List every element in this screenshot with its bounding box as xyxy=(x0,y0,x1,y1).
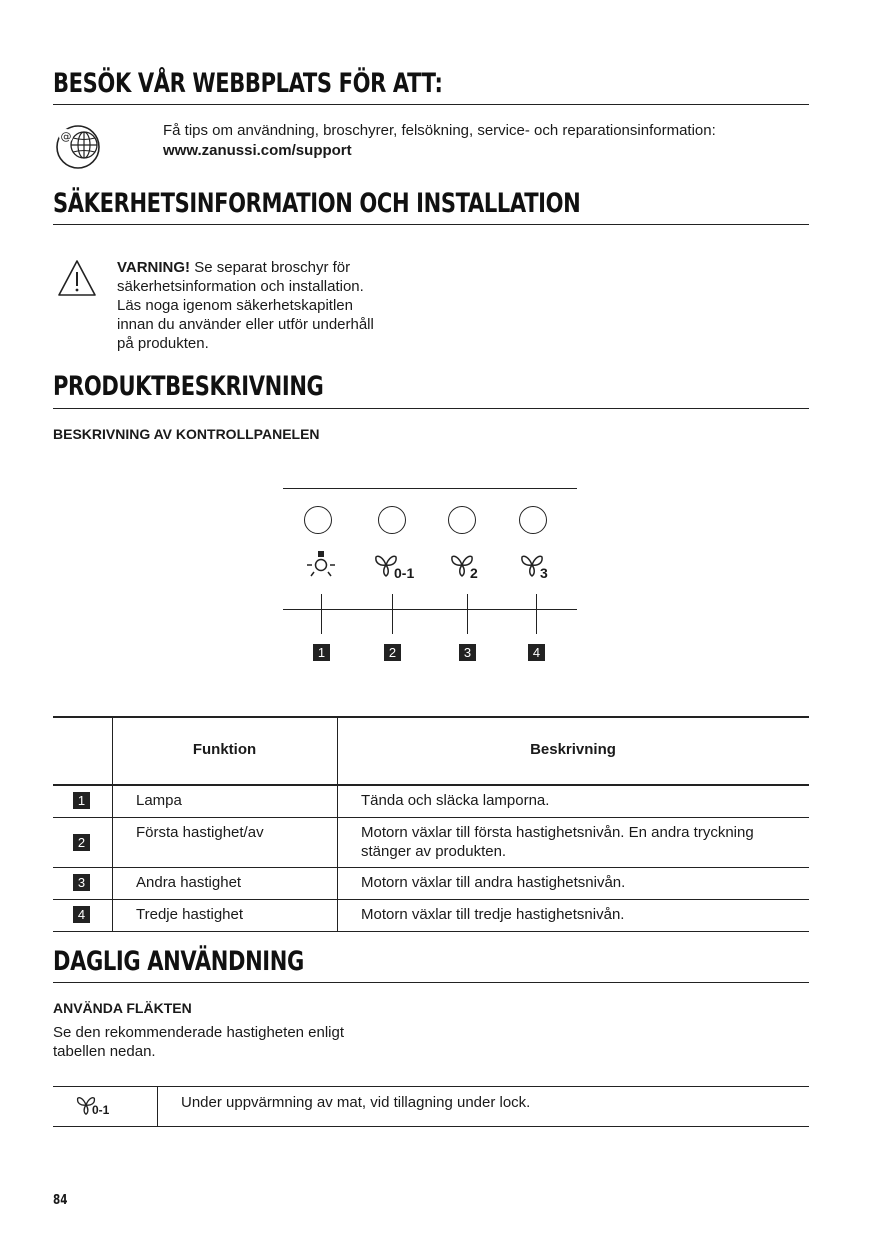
leader-line xyxy=(536,594,537,634)
column-header-beskrivning: Beskrivning xyxy=(530,741,616,758)
divider xyxy=(53,982,809,983)
panel-top-edge xyxy=(283,488,577,489)
table-cell-function: Tredje hastighet xyxy=(136,906,244,923)
page-number: 84 xyxy=(53,1193,68,1208)
panel-bottom-edge xyxy=(283,609,577,610)
callout-number: 3 xyxy=(459,644,476,661)
warning-triangle-icon xyxy=(56,258,98,298)
svg-text:@: @ xyxy=(60,130,72,143)
speed-3-button[interactable] xyxy=(519,506,547,534)
table-cell-function: Andra hastighet xyxy=(136,874,242,891)
daily-heading: DAGLIG ANVÄNDNING xyxy=(53,946,304,977)
table-row-number: 4 xyxy=(73,906,90,923)
row-border xyxy=(53,899,809,900)
leader-line xyxy=(321,594,322,634)
leader-line xyxy=(467,594,468,634)
speed-2-button[interactable] xyxy=(448,506,476,534)
visit-heading: BESÖK VÅR WEBBPLATS FÖR ATT: xyxy=(53,68,443,99)
speed-label: 0-1 xyxy=(394,565,415,581)
callout-number: 4 xyxy=(528,644,545,661)
divider xyxy=(53,104,809,105)
callout-number: 2 xyxy=(384,644,401,661)
column-header-funktion: Funktion xyxy=(192,741,257,758)
support-link[interactable]: www.zanussi.com/support xyxy=(163,142,352,159)
fan-intro-text: Se den rekommenderade hastigheten enligt tabellen nedan. xyxy=(53,1024,345,1060)
table-cell-description: Tända och släcka lamporna. xyxy=(361,792,550,809)
safety-heading: SÄKERHETSINFORMATION OCH INSTALLATION xyxy=(53,188,581,219)
speed-label: 0-1 xyxy=(92,1103,110,1117)
globe-at-icon xyxy=(54,124,102,170)
row-border xyxy=(53,817,809,818)
row-border xyxy=(53,867,809,868)
divider xyxy=(53,408,809,409)
table-cell-description: Motorn växlar till tredje hastighetsnivån. xyxy=(361,906,625,923)
table-cell-function: Lampa xyxy=(136,792,182,809)
table-bottom-border xyxy=(53,1126,809,1127)
table-top-border xyxy=(53,716,809,718)
speed-0-1-button[interactable] xyxy=(378,506,406,534)
leader-line xyxy=(392,594,393,634)
visit-text: Få tips om användning, broschyrer, felsökning, service- och reparationsinformation: xyxy=(163,122,716,139)
table-row-number: 1 xyxy=(73,792,90,809)
table-cell-description: Motorn växlar till första hastighetsnivån. En andra tryckning stänger av produkten. xyxy=(361,824,754,860)
speed-table-text: Under uppvärmning av mat, vid tillagning under lock. xyxy=(181,1094,531,1111)
divider xyxy=(53,224,809,225)
lamp-icon xyxy=(305,550,337,580)
table-row-number: 2 xyxy=(73,834,90,851)
fan-subheading: ANVÄNDA FLÄKTEN xyxy=(53,1000,192,1016)
warning-label: VARNING! xyxy=(117,259,191,276)
table-cell-function: Första hastighet/av xyxy=(136,824,264,841)
table-cell-description: Motorn växlar till andra hastighetsnivån. xyxy=(361,874,626,891)
product-heading: PRODUKTBESKRIVNING xyxy=(53,371,324,402)
column-divider xyxy=(157,1086,158,1126)
callout-number: 1 xyxy=(313,644,330,661)
speed-label: 3 xyxy=(540,565,548,581)
table-top-border xyxy=(53,1086,809,1087)
warning-text: VARNING! Se separat broschyr för säkerhetsinformation och installation. Läs noga igenom säkerhetskapitlen innan du använder eller utför underhåll på produkten. xyxy=(117,259,374,352)
control-panel-subheading: BESKRIVNING AV KONTROLLPANELEN xyxy=(53,426,320,442)
table-row-number: 3 xyxy=(73,874,90,891)
table-header-border xyxy=(53,784,809,786)
table-bottom-border xyxy=(53,931,809,932)
lamp-button[interactable] xyxy=(304,506,332,534)
speed-label: 2 xyxy=(470,565,478,581)
